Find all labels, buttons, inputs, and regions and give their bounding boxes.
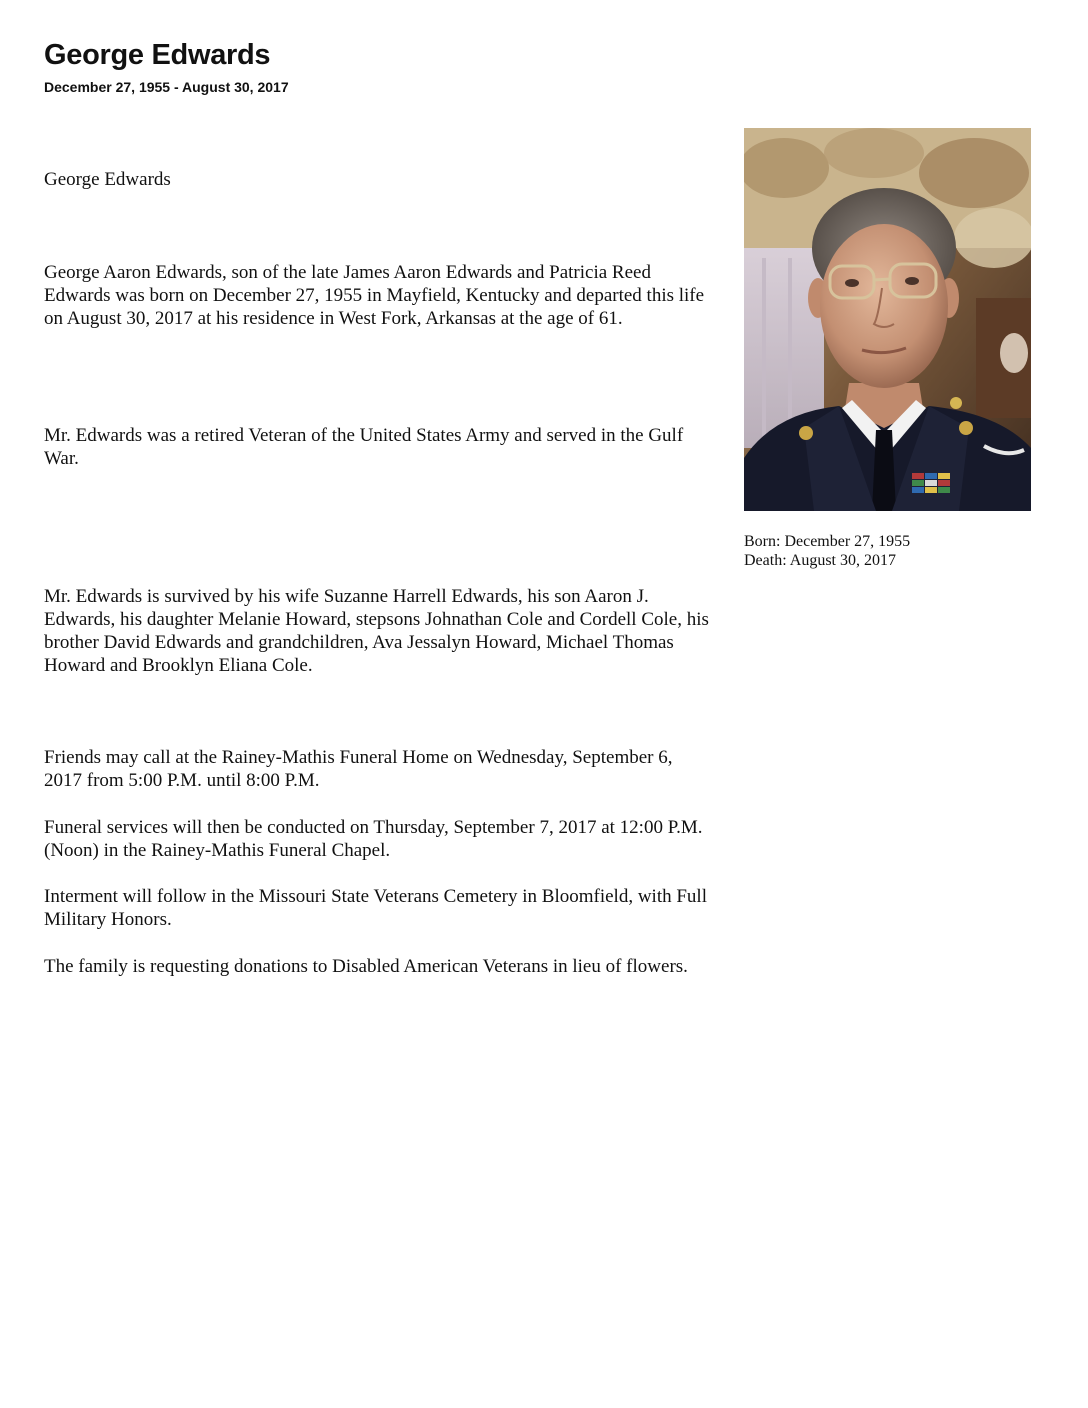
donations-paragraph: The family is requesting donations to Disabled American Veterans in lieu of flowers. (44, 956, 688, 977)
visitation-paragraph: Friends may call at the Rainey-Mathis Funeral Home on Wednesday, September 6, 2017 from 5:00 P.M. until 8:00 P.M. (44, 747, 673, 791)
intro-name: George Edwards (44, 169, 171, 190)
life-dates: December 27, 1955 - August 30, 2017 (44, 79, 289, 95)
biography-paragraph: George Aaron Edwards, son of the late James Aaron Edwards and Patricia Reed Edwards was born on December 27, 1955 in Mayfield, Kentucky and departed this life on August 30, 2017 at his residence in West Fork, Arkansas at the age of 61. (44, 262, 705, 329)
born-date: Born: December 27, 1955 (744, 533, 911, 550)
death-date: Death: August 30, 2017 (744, 552, 896, 569)
interment-paragraph: Interment will follow in the Missouri State Veterans Cemetery in Bloomfield, with Full Military Honors. (44, 886, 707, 930)
obituary-title: George Edwards (44, 39, 271, 71)
military-service-paragraph: Mr. Edwards was a retired Veteran of the United States Army and served in the Gulf War. (44, 425, 684, 469)
survivors-paragraph: Mr. Edwards is survived by his wife Suzanne Harrell Edwards, his son Aaron J. Edwards, his daughter Melanie Howard, stepsons Johnathan Cole and Cordell Cole, his brother David Edwards and grandchildren, Ava Jessalyn Howard, Michael Thomas Howard and Brooklyn Eliana Cole. (44, 586, 709, 676)
funeral-services-paragraph: Funeral services will then be conducted on Thursday, September 7, 2017 at 12:00 P.M. (Noon) in the Rainey-Mathis Funeral Chapel. (44, 817, 703, 861)
portrait-photo (744, 128, 1031, 511)
